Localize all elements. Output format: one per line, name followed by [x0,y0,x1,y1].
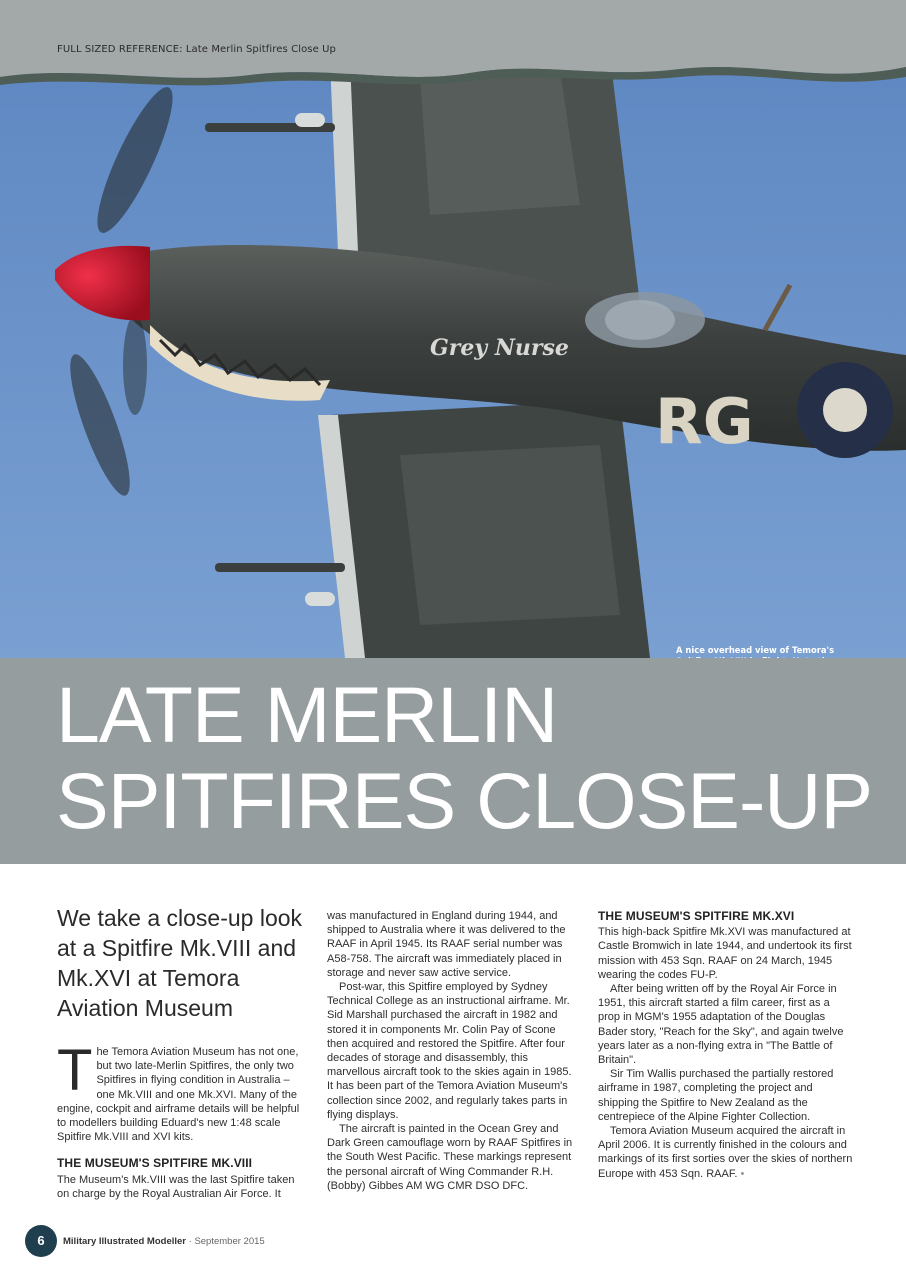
mk8-paragraph-2: Post-war, this Spitfire employed by Sydney Technical College as an instructional airframe. Mr. Sid Marshall purchased the aircraft in 1982 and stored it in components Mr. Colin Pay of Scone then acquired and restored the Spitfire. After four decades of storage and disassembly, this marvellous aircraft took to the skies again in 1985. It has been part of the Temora Aviation Museum's collection since 2002, and regularly takes parts in flying displays. [327,981,572,1121]
subhead-mk16: THE MUSEUM'S SPITFIRE MK.XVI [598,909,795,923]
mk16-paragraph-4 [598,1124,854,1181]
headline-line-2: SPITFIRES CLOSE-UP [56,756,873,845]
issue-date: · September 2015 [186,1236,265,1247]
mk16-paragraph-3: Sir Tim Wallis purchased the partially restored airframe in 1987, completing the project and shipping the Spitfire to New Zealand as the centrepiece of the Alpine Fighter Collection. [598,1068,834,1123]
fuselage-codes: RG [655,385,754,458]
article-column-1 [57,903,304,1201]
mk8-paragraph-3: The aircraft is painted in the Ocean Grey and Dark Green camouflage worn by RAAF Spitfires in the South West Pacific. These markings represent the personal aircraft of Wing Commander R.H. (Bobby) Gibbes AM WG CMR DSO DFC. [327,1123,573,1192]
intro-paragraph [57,1038,304,1144]
mk8-paragraph-1: The Museum's Mk.VIII was the last Spitfire taken on charge by the Royal Australian Air Force. It [57,1173,295,1200]
nose-art-text: Grey Nurse [430,335,569,361]
article-column-2 [327,909,577,1193]
subhead-mk8: THE MUSEUM'S SPITFIRE MK.VIII [57,1156,253,1171]
magazine-name: Military Illustrated Modeller [63,1236,186,1247]
end-mark: • [740,1167,745,1180]
mk16-paragraph-1: This high-back Spitfire Mk.XVI was manufactured at Castle Bromwich in late 1944, and undertook its first mission with 453 Sqn. RAAF on 24 March, 1945 wearing the codes FU-P. [598,926,852,981]
headline-line-1: LATE MERLIN [56,670,558,759]
spitfire-photo [0,55,906,658]
section-label: FULL SIZED REFERENCE: Late Merlin Spitfires Close Up [57,44,336,55]
standfirst: We take a close-up look at a Spitfire Mk.VIII and Mk.XVI at Temora Aviation Museum [57,905,303,1021]
intro-text: he Temora Aviation Museum has not one, but two late-Merlin Spitfires, the only two Spitfires in flying condition in Australia – one Mk.VIII and one Mk.XVI. Many of the engine, cockpit and airframe details will be helpful to modellers building Eduard's new 1:48 scale Spitfire Mk.VIII and XVI kits. [57,1046,300,1144]
footer-credit [63,1236,265,1247]
photo-caption: A nice overhead view of Temora's [676,645,835,655]
drop-cap: T [57,1038,93,1103]
mk16-paragraph-2: After being written off by the Royal Air Force in 1951, this aircraft started a film career, first as a prop in MGM's 1955 adaptation of the Douglas Bader story, "Reach for the Sky", and again twelve years later as a non-flying extra in "The Battle of Britain". [598,983,844,1067]
headline [56,672,872,844]
mk8-paragraph-1-continued: was manufactured in England during 1944, and shipped to Australia where it was delivered to the RAAF in April 1945. Its RAAF serial number was A58-758. The aircraft was immediately placed in storage and never saw active service. [327,910,566,979]
article-column-3 [598,909,854,1181]
page-number: 6 [25,1225,57,1257]
mk16-paragraph-4-text: Temora Aviation Museum acquired the aircraft in April 2006. It is currently finished in the colours and markings of its first sorties over the skies of northern Europe with 453 Sqn. RAAF. [598,1125,853,1180]
